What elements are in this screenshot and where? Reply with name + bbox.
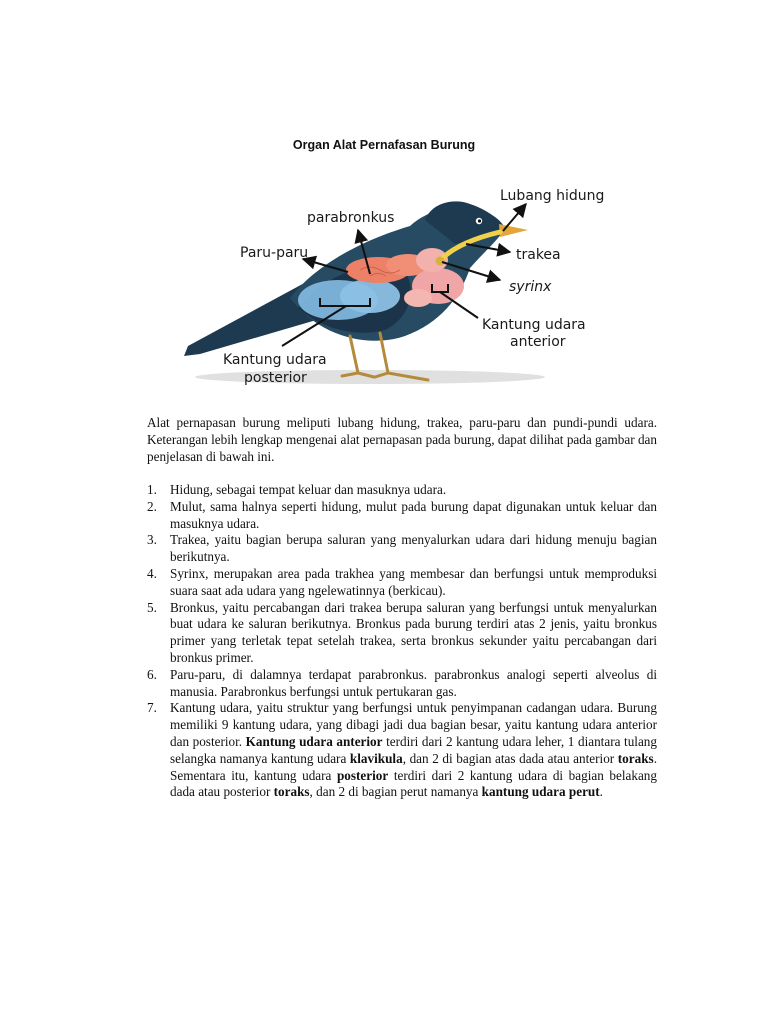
air-sac-posterior-2 bbox=[340, 279, 400, 313]
list-item-text: . Sementara itu, kantung udara bbox=[170, 750, 657, 783]
list-item bbox=[147, 499, 657, 533]
list-item-number: 7. bbox=[147, 700, 157, 716]
label-kantung-anterior-2: anterior bbox=[510, 334, 566, 350]
list-item-number: 2. bbox=[147, 498, 157, 514]
list-item-text: Kantung udara, yaitu struktur yang berfungsi untuk penyimpanan cadangan udara. Burung memiliki 9 kantung udara, yang dibagi jadi dua bagian besar, yaitu kantung udara anterior dan posterior. bbox=[170, 700, 657, 749]
list-item-text: . bbox=[599, 784, 603, 800]
label-kantung-posterior-2: posterior bbox=[244, 370, 307, 386]
list-item-number: 1. bbox=[147, 482, 157, 497]
list-item bbox=[147, 532, 657, 566]
label-kantung-posterior-1: Kantung udara bbox=[223, 352, 327, 368]
air-sac-anterior-3 bbox=[404, 289, 432, 307]
numbered-list bbox=[147, 482, 657, 801]
list-item bbox=[147, 482, 657, 499]
list-item-bold-text: posterior bbox=[336, 767, 389, 783]
list-item-text: Bronkus, yaitu percabangan dari trakea berupa saluran yang berfungsi untuk menyalurkan buat udara ke saluran berikutnya. Bronkus pada burung terdiri atas 2 jenis, yaitu bronkus primer yang terletak tepat setelah trakea, serta bronkus sekunder yaitu percabangan dari bronkus primer. bbox=[170, 599, 657, 665]
list-item-text: Hidung, sebagai tempat keluar dan masuknya udara. bbox=[170, 482, 447, 497]
list-item-text: terdiri dari 2 kantung udara leher, 1 diantara tulang selangka namanya kantung udara bbox=[170, 733, 657, 766]
list-item-text: Syrinx, merupakan area pada trakhea yang membesar dan berfungsi untuk memproduksi suara saat ada udara yang ngelewatinnya (berkicau). bbox=[170, 565, 657, 598]
list-item-number: 6. bbox=[147, 666, 157, 682]
label-trakea: trakea bbox=[516, 247, 561, 263]
list-item-bold-text: klavikula bbox=[349, 750, 403, 766]
label-lubang-hidung: Lubang hidung bbox=[500, 188, 605, 204]
list-item-text: , dan 2 di bagian perut namanya bbox=[309, 784, 482, 800]
document-title: Organ Alat Pernafasan Burung bbox=[292, 138, 476, 152]
list-item-number: 5. bbox=[147, 599, 157, 615]
list-item-number: 3. bbox=[147, 532, 157, 548]
arrow-lubang-hidung bbox=[503, 204, 526, 231]
list-item-bold-text: toraks bbox=[617, 750, 654, 766]
list-item-bold-text: toraks bbox=[273, 784, 310, 800]
label-paru-paru: Paru-paru bbox=[240, 245, 309, 261]
list-item bbox=[147, 700, 657, 801]
bird-respiratory-figure bbox=[170, 168, 610, 400]
bird-diagram bbox=[170, 168, 610, 400]
list-item-text: Paru-paru, di dalamnya terdapat parabronkus. parabronkus analogi seperti alveolus di manusia. Parabronkus berfungsi untuk pertukaran gas. bbox=[170, 666, 657, 699]
syrinx bbox=[436, 257, 445, 266]
intro-paragraph: Alat pernapasan burung meliputi lubang hidung, trakea, paru-paru dan pundi-pundi udara. Keterangan lebih lengkap mengenai alat pernapasan pada burung, dapat dilihat pada gambar dan penjelasan di bawah ini. bbox=[147, 415, 657, 464]
list-item bbox=[147, 667, 657, 701]
label-parabronkus: parabronkus bbox=[307, 210, 395, 226]
list-item bbox=[147, 566, 657, 600]
label-kantung-anterior-1: Kantung udara bbox=[482, 317, 586, 333]
list-item-text: , dan 2 di bagian atas dada atau anterior bbox=[402, 750, 618, 766]
list-item-bold-text: Kantung udara anterior bbox=[245, 733, 383, 749]
list-item-text: Trakea, yaitu bagian berupa saluran yang menyalurkan udara dari hidung menuju bagian berikutnya. bbox=[170, 532, 657, 565]
list-item-number: 4. bbox=[147, 565, 157, 581]
list-item bbox=[147, 600, 657, 667]
label-syrinx: syrinx bbox=[509, 279, 552, 295]
list-item-bold-text: kantung udara perut bbox=[481, 784, 600, 800]
list-item-text: Mulut, sama halnya seperti hidung, mulut pada burung dapat digunakan untuk keluar dan masuknya udara. bbox=[170, 498, 657, 531]
list-item-text: terdiri dari 2 kantung udara di bagian belakang dada atau posterior bbox=[170, 767, 657, 800]
